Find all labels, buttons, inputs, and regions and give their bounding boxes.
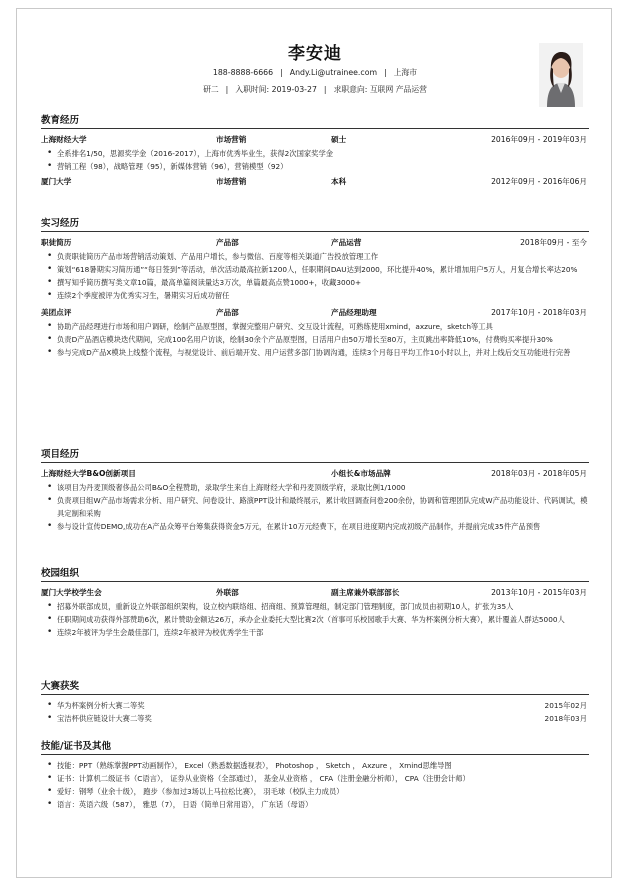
date: 2012年09月 - 2016年06月: [491, 177, 587, 186]
list-item: • 连续2年被评为学生会最佳部门，连续2年被评为校优秀学生干部: [57, 626, 589, 639]
date: 2018年03月 - 2018年05月: [491, 469, 587, 478]
list-item: • 全系排名1/50，思源奖学金（2016-2017），上海市优秀毕业生，获得2次国家奖学金: [57, 147, 589, 160]
intern-row: [41, 306, 589, 320]
list-item: • 技能：PPT（熟练掌握PPT动画制作）， Excel（熟悉数据透视表）， Photoshop ， Sketch ， Axzure ， Xmind思维导图: [57, 759, 589, 772]
company: 职徒简历: [41, 238, 72, 247]
education-row: [41, 133, 589, 147]
list-item: • 负责D产品酒店模块迭代期间，完成100名用户访谈，绘制30余个产品原型图，日活用户由50万增长至80万，主页跳出率降低10%，付费购买率提升30%: [57, 333, 589, 346]
resume-page: [16, 8, 612, 878]
resume-header: [41, 9, 589, 105]
school: 厦门大学: [41, 177, 72, 186]
department: 产品部: [216, 308, 239, 317]
degree-status: 研二: [203, 85, 219, 94]
resume-content: [41, 9, 589, 809]
list-item: • 语言：英语六级（587）， 雅思（7）， 日语（简单日常用语）， 广东话（母语）: [57, 798, 589, 811]
candidate-name: 李安迪: [288, 44, 342, 64]
project-name: 上海财经大学B&O创新项目: [41, 469, 136, 478]
list-item: • 撰写知乎简历撰写类文章10篇，最高单篇阅读量达3万次，单篇最高点赞1000+，收藏3000+: [57, 276, 589, 289]
award-item: [41, 699, 589, 712]
list-item: • 该项目为丹麦顶级奢侈品公司B&O全程赞助，录取学生来自上海财经大学和丹麦顶级学府，录取比例1/1000: [57, 481, 589, 494]
company: 美团点评: [41, 308, 72, 317]
list-item: • 策划“618暑期实习简历通”“每日签到”等活动，单次活动最高拉新1200人，任职期间DAU达到2000，环比提升40%，累计增加用户5万人，月复合增长率达20%: [57, 263, 589, 276]
list-item: • 任职期间成功获得外部赞助6次，累计赞助金额达26万，承办企业委托大型比赛2次（首事可乐校园歌手大赛、华为杯案例分析大赛），累计覆盖人群达5000人: [57, 613, 589, 626]
list-item: • 营销工程（98），战略管理（95），新媒体营销（96），营销模型（92）: [57, 160, 589, 173]
bullet-list: [41, 481, 589, 533]
award-date: 2015年02月: [544, 701, 587, 710]
intern-row: [41, 236, 589, 250]
campus-row: [41, 586, 589, 600]
list-item: • 连续2个季度被评为优秀实习生，暑期实习后成功留任: [57, 289, 589, 302]
section-title: 教育经历: [41, 113, 589, 129]
school: 上海财经大学: [41, 135, 87, 144]
section-title: 技能/证书及其他: [41, 739, 589, 755]
skills-section: [41, 739, 589, 811]
education-section: [41, 113, 589, 189]
list-item: • 参与完成D产品X模块上线整个流程，与视觉设计、前后端开发、用户运营多部门协调沟通，连续3个月每日平均工作10小时以上，并对上线后交互功能进行完善: [57, 346, 589, 359]
bullet-list: [41, 600, 589, 639]
list-item: • 爱好：钢琴（业余十级）， 跑步（参加过3场以上马拉松比赛）， 羽毛球（校队主力成员）: [57, 785, 589, 798]
date: 2018年09月 - 至今: [520, 238, 587, 247]
degree: 本科: [331, 177, 347, 186]
award-item: [41, 712, 589, 725]
award-name: 宝洁杯供应链设计大赛二等奖: [57, 714, 152, 723]
start-time: 入职时间: 2019-03-27: [235, 85, 317, 94]
award-name: 华为杯案例分析大赛二等奖: [57, 701, 145, 710]
role: 产品经理助理: [331, 308, 377, 317]
contact-line: 188-8888-6666 | Andy.Li@utrainee.com | 上海市: [212, 68, 418, 77]
department: 产品部: [216, 238, 239, 247]
bullet-list: [41, 759, 589, 811]
awards-section: [41, 679, 589, 725]
major: 市场营销: [216, 177, 247, 186]
list-item: • 招募外联部成员，重新设立外联部组织架构，设立校内联络组、招商组、预算管理组，制定部门管理制度，部门成员由初期10人，扩张为35人: [57, 600, 589, 613]
section-title: 校园组织: [41, 566, 589, 582]
project-section: [41, 447, 589, 533]
date: 2016年09月 - 2019年03月: [491, 135, 587, 144]
section-title: 项目经历: [41, 447, 589, 463]
list-item: • 参与设计宣传DEMO,成功在A产品众筹平台筹集获得资金5万元，在累计10万元经费下，在项目进度期内完成初级产品制作，并提前完成35件产品预售: [57, 520, 589, 533]
project-row: [41, 467, 589, 481]
city: 上海市: [393, 68, 418, 77]
role: 小组长&市场品牌: [331, 469, 391, 478]
bullet-list: [41, 147, 589, 173]
job-intent: 求职意向: 互联网 产品运营: [333, 85, 427, 94]
campus-section: [41, 566, 589, 639]
list-item: • 负责项目组W产品市场需求分析、用户研究、问卷设计、路演PPT设计和最终展示，累计收回调查问卷200余份，协调和管理团队完成W产品功能设计、代码调试，模具定制和采购: [57, 494, 589, 520]
list-item: • 协助产品经理进行市场和用户调研，绘制产品原型图，掌握完整用户研究、交互设计流程，可熟练使用xmind，axzure，sketch等工具: [57, 320, 589, 333]
bullet-list: [41, 250, 589, 302]
organization: 厦门大学校学生会: [41, 588, 102, 597]
date: 2017年10月 - 2018年03月: [491, 308, 587, 317]
internship-section: [41, 216, 589, 359]
section-title: 实习经历: [41, 216, 589, 232]
degree: 硕士: [331, 135, 347, 144]
bullet-list: [41, 320, 589, 359]
info-line: 研二 | 入职时间: 2019-03-27 | 求职意向: 互联网 产品运营: [203, 85, 427, 94]
date: 2013年10月 - 2015年03月: [491, 588, 587, 597]
phone: 188-8888-6666: [212, 68, 274, 77]
list-item: • 负责职徒简历产品市场营销活动策划、产品用户增长，参与微信、百度等相关渠道广告投放管理工作: [57, 250, 589, 263]
list-item: • 证书：计算机二级证书（C语言）， 证券从业资格（全部通过）， 基金从业资格 ， CFA（注册金融分析师）， CPA（注册会计师）: [57, 772, 589, 785]
department: 外联部: [216, 588, 239, 597]
profile-photo: [539, 43, 583, 107]
role: 副主席兼外联部部长: [331, 588, 400, 597]
section-title: 大赛获奖: [41, 679, 589, 695]
email: Andy.Li@utrainee.com: [289, 68, 378, 77]
role: 产品运营: [331, 238, 362, 247]
major: 市场营销: [216, 135, 247, 144]
award-date: 2018年03月: [544, 714, 587, 723]
education-row: [41, 175, 589, 189]
